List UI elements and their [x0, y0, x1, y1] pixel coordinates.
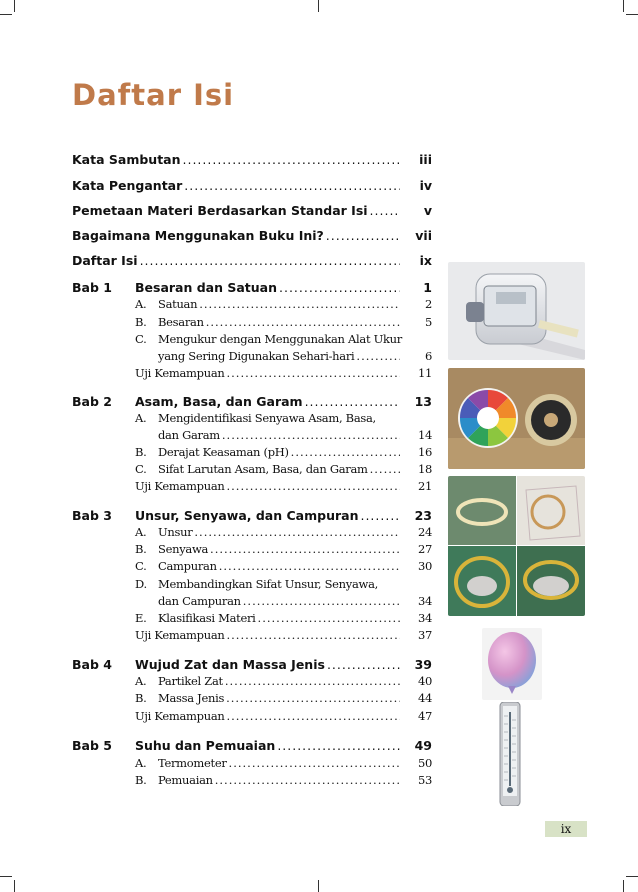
toc-subentry[interactable] — [135, 674, 432, 692]
subentry-label: Membandingkan Sifat Unsur, Senyawa, — [158, 577, 379, 591]
subentry-key: B. — [135, 773, 147, 787]
crop-mark — [623, 0, 624, 12]
toc-entry-label: Unsur, Senyawa, dan Campuran — [135, 508, 359, 523]
toc-subentry[interactable] — [135, 349, 432, 367]
ph-indicator-photo — [448, 368, 585, 469]
subentry-key: A. — [135, 674, 147, 688]
toc-entry-page: ix — [419, 253, 432, 268]
subentry-label: Satuan — [158, 297, 198, 311]
toc-subentry[interactable] — [135, 411, 432, 429]
toc-entry-page: 6 — [424, 349, 432, 363]
chapter-number: Bab 4 — [72, 657, 112, 672]
chapter-number: Bab 1 — [72, 280, 112, 295]
chapter-title[interactable] — [135, 738, 432, 756]
toc-subentry[interactable] — [135, 691, 432, 709]
subentry-label-continued: yang Sering Digunakan Sehari-hari — [158, 349, 355, 363]
toc-entry-page: 34 — [417, 611, 432, 625]
toc-entry-label: Besaran dan Satuan — [135, 280, 278, 295]
crop-mark — [0, 14, 12, 15]
subentry-key: A. — [135, 756, 147, 770]
chapter-number: Bab 5 — [72, 738, 112, 753]
toc-entry-label: Asam, Basa, dan Garam — [135, 394, 303, 409]
toc-entry-page: 50 — [417, 756, 432, 770]
toc-entry[interactable] — [72, 178, 432, 196]
balloon-photo — [482, 628, 542, 700]
subentry-key: C. — [135, 332, 147, 346]
chapter-number: Bab 2 — [72, 394, 112, 409]
crop-mark — [318, 0, 319, 12]
toc-subentry[interactable] — [135, 773, 432, 791]
crop-mark — [626, 14, 638, 15]
chapter-title[interactable] — [135, 657, 432, 675]
toc-subentry[interactable] — [135, 525, 432, 543]
rings-mixture-photo — [448, 476, 585, 616]
toc-subentry[interactable] — [135, 542, 432, 560]
subentry-key: B. — [135, 542, 147, 556]
subentry-key: A. — [135, 411, 147, 425]
subentry-label: Sifat Larutan Asam, Basa, dan Garam — [158, 462, 368, 476]
toc-subentry[interactable] — [135, 611, 432, 629]
crop-mark — [318, 880, 319, 892]
toc-entry-page: 13 — [414, 394, 432, 409]
subentry-key: D. — [135, 577, 147, 591]
toc-entry-page: 24 — [417, 525, 432, 539]
toc-subentry[interactable] — [135, 594, 432, 612]
toc-entry-page: 49 — [414, 738, 432, 753]
subentry-label: Massa Jenis — [158, 691, 225, 705]
subentry-key: E. — [135, 611, 147, 625]
crop-mark — [623, 880, 624, 892]
toc-entry-page: iii — [419, 152, 432, 167]
toc-entry-page: 1 — [423, 280, 432, 295]
crop-mark — [626, 876, 638, 877]
page-title: Daftar Isi — [72, 78, 235, 112]
subentry-label: Unsur — [158, 525, 193, 539]
toc-entry-page: iv — [419, 178, 432, 193]
toc-subentry[interactable] — [135, 462, 432, 480]
toc-subentry[interactable] — [135, 479, 432, 497]
subentry-key: B. — [135, 315, 147, 329]
toc-subentry[interactable] — [135, 332, 432, 350]
toc-entry-page: 5 — [424, 315, 432, 329]
toc-subentry[interactable] — [135, 366, 432, 384]
toc-entry-page: 47 — [417, 709, 432, 723]
toc-entry-page: 40 — [417, 674, 432, 688]
toc-entry[interactable] — [72, 152, 432, 170]
toc-entry-label: Pemetaan Materi Berdasarkan Standar Isi — [72, 203, 368, 218]
subentry-label: Besaran — [158, 315, 204, 329]
subentry-label: Campuran — [158, 559, 217, 573]
toc-entry[interactable] — [72, 253, 432, 271]
subentry-label: Termometer — [158, 756, 227, 770]
toc-entry-label: Suhu dan Pemuaian — [135, 738, 276, 753]
toc-entry-label: Daftar Isi — [72, 253, 138, 268]
toc-entry-page: 16 — [417, 445, 432, 459]
toc-subentry[interactable] — [135, 709, 432, 727]
chapter-title[interactable] — [135, 394, 432, 412]
toc-entry-page: 30 — [417, 559, 432, 573]
chapter-title[interactable] — [135, 508, 432, 526]
toc-entry[interactable] — [72, 228, 432, 246]
toc-entry-label: Bagaimana Menggunakan Buku Ini? — [72, 228, 324, 243]
toc-entry-page: 53 — [417, 773, 432, 787]
toc-subentry[interactable] — [135, 315, 432, 333]
toc-entry-page: 39 — [414, 657, 432, 672]
subentry-label: Mengukur dengan Menggunakan Alat Ukur — [158, 332, 402, 346]
subentry-label: Uji Kemampuan — [135, 628, 225, 642]
page-number: ix — [545, 821, 587, 837]
subentry-label: Uji Kemampuan — [135, 479, 225, 493]
toc-entry-page: 11 — [417, 366, 432, 380]
subentry-key: B. — [135, 691, 147, 705]
crop-mark — [14, 880, 15, 892]
subentry-key: C. — [135, 462, 147, 476]
toc-entry-page: 21 — [417, 479, 432, 493]
toc-entry-label: Kata Pengantar — [72, 178, 183, 193]
subentry-key: A. — [135, 297, 147, 311]
subentry-label: Mengidentifikasi Senyawa Asam, Basa, — [158, 411, 376, 425]
subentry-label: Uji Kemampuan — [135, 366, 225, 380]
subentry-label: Senyawa — [158, 542, 209, 556]
toc-entry-page: 23 — [414, 508, 432, 523]
toc-entry-label: Kata Sambutan — [72, 152, 181, 167]
crop-mark — [0, 876, 12, 877]
subentry-key: A. — [135, 525, 147, 539]
measuring-tape-photo — [448, 262, 585, 360]
toc-subentry[interactable] — [135, 297, 432, 315]
toc-entry[interactable] — [72, 203, 432, 221]
subentry-key: B. — [135, 445, 147, 459]
toc-entry-page: v — [423, 203, 432, 218]
chapter-title[interactable] — [135, 280, 432, 298]
toc-subentry[interactable] — [135, 756, 432, 774]
toc-subentry[interactable] — [135, 577, 432, 595]
toc-entry-page: 14 — [417, 428, 432, 442]
toc-subentry[interactable] — [135, 428, 432, 446]
subentry-label: Klasifikasi Materi — [158, 611, 256, 625]
subentry-label-continued: dan Garam — [158, 428, 220, 442]
subentry-label-continued: dan Campuran — [158, 594, 241, 608]
toc-entry-page: 27 — [417, 542, 432, 556]
subentry-key: C. — [135, 559, 147, 573]
toc-subentry[interactable] — [135, 628, 432, 646]
toc-entry-label: Wujud Zat dan Massa Jenis — [135, 657, 325, 672]
toc-entry-page: 18 — [417, 462, 432, 476]
toc-entry-page: 34 — [417, 594, 432, 608]
toc-entry-page: vii — [415, 228, 432, 243]
toc-subentry[interactable] — [135, 559, 432, 577]
subentry-label: Pemuaian — [158, 773, 213, 787]
subentry-label: Partikel Zat — [158, 674, 223, 688]
subentry-label: Uji Kemampuan — [135, 709, 225, 723]
crop-mark — [14, 0, 15, 12]
toc-entry-page: 2 — [424, 297, 432, 311]
toc-entry-page: 37 — [417, 628, 432, 642]
chapter-number: Bab 3 — [72, 508, 112, 523]
toc-subentry[interactable] — [135, 445, 432, 463]
subentry-label: Derajat Keasaman (pH) — [158, 445, 289, 459]
toc-entry-page: 44 — [417, 691, 432, 705]
thermometer-photo — [498, 702, 522, 806]
